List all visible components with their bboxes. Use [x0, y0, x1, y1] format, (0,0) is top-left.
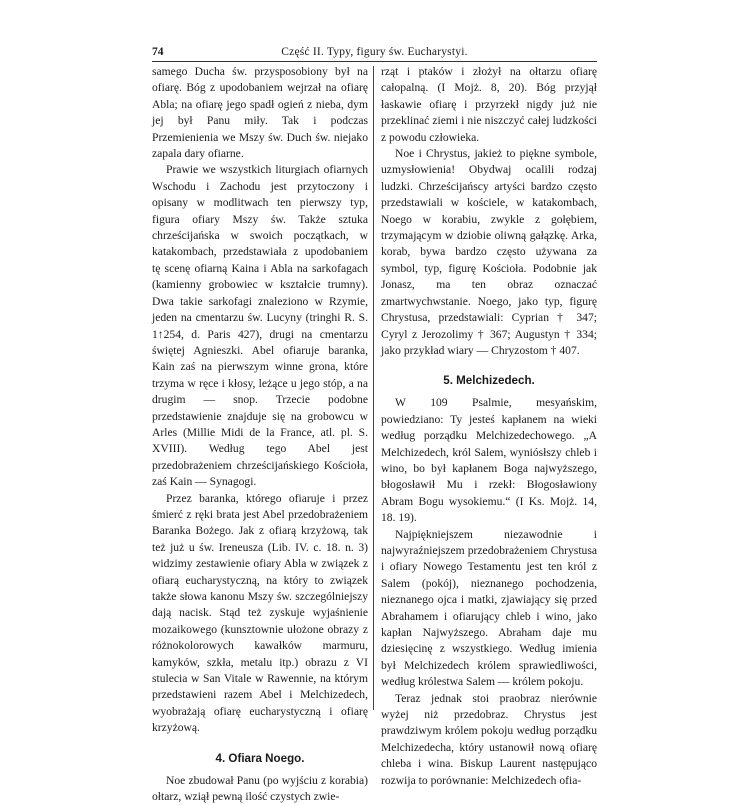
page-number: 74 — [152, 46, 164, 58]
running-head: Część II. Typy, figury św. Eucharystyi. — [281, 46, 468, 58]
section-heading: 4. Ofiara Noego. — [215, 751, 305, 765]
left-column — [152, 64, 368, 805]
paragraph: Przez baranka, którego ofiaruje i przez śmierć z ręki brata jest Abel przedobrażeniem Baranka Bożego. Jak z ofiarą krzyżową, tak też już u św. Ireneusza (Lib. IV. c. 18. n. 3) widzimy zestawienie ofiary Abla w związek z ofiarą eucharystyczną, na który to związek także słowa kanonu Mszy św. szczególniejszy dają nacisk. Stąd też zyskuje wyjaśnienie mozaikowego (kunsztownie ułożone obrazy z różnokolorowych kawałków marmuru, kamyków, szkła, metalu itp.) obrazu z VI stulecia w San Vitale w Rawennie, na którym przedstawieni razem Abel i Melchizedech, wyobrażają ofiarę eucharystyczną i ofiarę krzyżową. — [152, 491, 368, 735]
paragraph: rząt i ptaków i złożył na ołtarzu ofiarę całopalną. (I Mojż. 8, 20). Bóg przyjął łaskawie ofiarę i przyrzekł nigdy już nie przeklinać ziemi i nie niszczyć całej ludzkości z powodu człowieka. — [381, 65, 597, 144]
section-heading: 5. Melchizedech. — [443, 374, 535, 388]
column-divider — [373, 66, 374, 710]
paragraph: Najpiękniejszem niezawodnie i najwyraźniejszem przedobrażeniem Chrystusa i ofiary Nowego Testamentu jest ten król z Salem (pokój), nieznanego pochodzenia, nieznanego ojca i matki, zjawiający się przed Abrahamem i ofiarujący chleb i wino, jako kapłan Najwyższego. Abraham daje mu dziesięcinę z wszystkiego. Według imienia był Melchizedech królem sprawiedliwości, według królestwa Salem — królem pokoju. — [381, 527, 597, 689]
header-rule — [152, 61, 597, 62]
paragraph: Prawie we wszystkich liturgiach ofiarnych Wschodu i Zachodu jest przytoczony i opisany w modlitwach ten pierwszy typ, figura ofiary Mszy św. Także sztuka chrześcijańska w swoich początkach, w katakombach, przedstawiała z upodobaniem tę scenę ofiarną Kaina i Abla na sarkofagach (kamienny grobowiec w kształcie trumny). Dwa takie sarkofagi znaleziono w Rzymie, jeden na cmentarzu św. Lucyny (tringhi R. S. 1↑254, d. Paris 427), drugi na cmentarzu świętej Agnieszki. Abel ofiaruje baranka, Kain zaś na pierwszym winne grona, które trzyma w ręce i kłosy, leżące u jego stóp, a na drugim — snop. Trzecie podobne przedstawienie znajduje się na grobowcu w Arles (Millie Midi de la France, atl. pl. S. XVIII). Według tego Abel jest przedobrażeniem chrześcijańskiego Kościoła, zaś Kain — Synagogi. — [152, 163, 368, 489]
paragraph: Teraz jednak stoi praobraz nierównie wyżej niż przedobraz. Chrystus jest prawdziwym królem pokoju według porządku Melchizedecha, który ustanowił nową ofiarę chleba i wina. Biskup Laurent następująco rozwija to porównanie: Melchizedech ofia- — [381, 691, 597, 787]
right-column — [381, 64, 597, 789]
paragraph: Noe zbudował Panu (po wyjściu z korabia) ołtarz, wziął pewną ilość czystych zwie- — [152, 773, 368, 804]
paragraph: W 109 Psalmie, mesyańskim, powiedziano: Ty jesteś kapłanem na wieki według porządku Melchizedechowego. „A Melchizedech, król Salem, wyniósłszy chleb i wino, bo był kapłanem Boga najwyższego, błogosławił Mu i rzekł: Błogosławiony Abram Bogu wysokiemu.“ (I Ks. Mojż. 14, 18. 19). — [381, 396, 597, 525]
page-header — [152, 44, 597, 60]
paragraph: samego Ducha św. przysposobiony był na ofiarę. Bóg z upodobaniem wejrzał na ofiarę Abla; na ofiarę jego spadł ogień z nieba, dym jej był Panu miły. Tak i podczas Przemienienia we Mszy św. Duch św. niejako zapala dary ofiarne. — [152, 65, 368, 161]
paragraph: Noe i Chrystus, jakież to piękne symbole, uzmysłowienia! Obydwaj ocalili rodzaj ludzki. Chrześcijańscy artyści bardzo często przedstawiali w kościele, w katakombach, Noego w korabiu, zwykle z gołębiem, trzymającym w dziobie oliwną gałązkę. Arka, korab, bywa bardzo często używana za symbol, typ, figurę Kościoła. Podobnie jak Jonasz, ma ten obraz oznaczać zmartwychwstanie. Noego, jako typ, figurę Chrystusa, przedstawiali: Cyprian † 347; Cyryl z Jerozolimy † 367; Augustyn † 334; jako przykład wiary — Chryzostom † 407. — [381, 147, 597, 357]
